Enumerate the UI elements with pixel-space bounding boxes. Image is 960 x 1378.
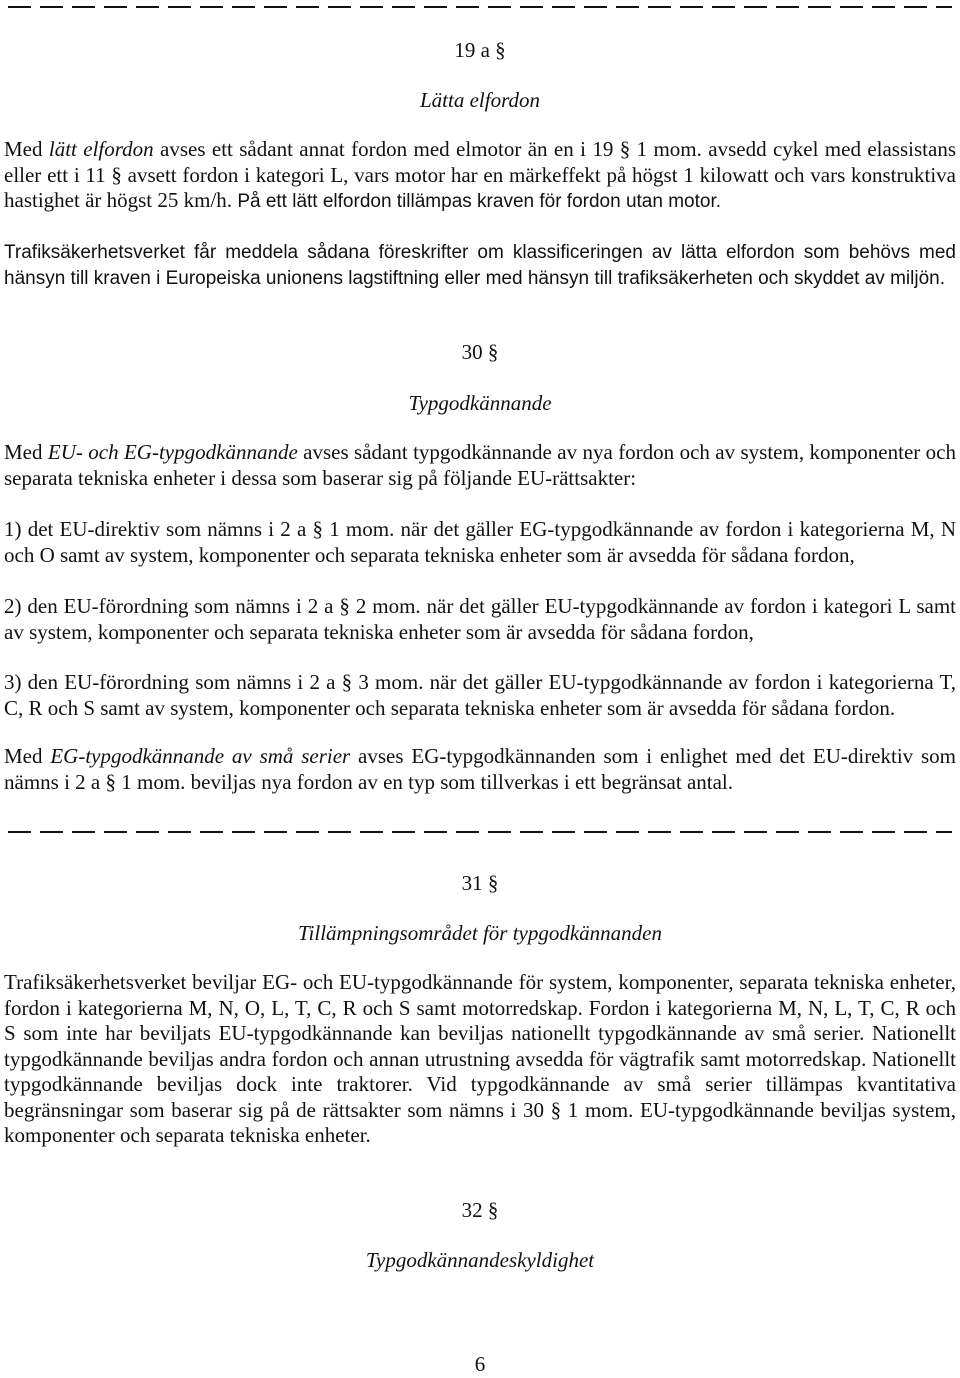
section-number-31: 31 §	[461, 871, 499, 895]
paragraph-19a-1	[4, 137, 956, 215]
text-fragment: avses EG-typgodkännanden som i enlighet med det EU-direktiv som nämns i 2 a § 1 mom. beviljas nya fordon av en typ som tillverkas i ett begränsat antal.	[4, 744, 956, 794]
defined-term: EU- och EG-typgodkännande	[47, 440, 298, 464]
section-title-19a: Lätta elfordon	[420, 88, 540, 112]
section-number-32: 32 §	[461, 1198, 499, 1222]
paragraph-30-2	[4, 744, 956, 795]
paragraph-31-1: Trafiksäkerhetsverket beviljar EG- och EU-typgodkännande för system, komponenter, separata tekniska enheter, fordon i kategorierna M, N, O, L, T, C, R och S samt motorredskap. Fordon i kategorierna M, N, L, T, C, R och S som inte har beviljats EU-typgodkännande kan beviljas nationellt typgodkännande av små serier. Nationellt typgodkännande beviljas andra fordon och annan utrustning avsedda för vägtrafik samt motorredskap. Nationellt typgodkännande beviljas dock inte traktorer. Vid typgodkännande av små serier tillämpas kvantitativa begränsningar som baserar sig på de rättsakter som nämns i 30 § 1 mom. EU-typgodkännande beviljas system, komponenter och separata tekniska enheter.	[4, 970, 956, 1147]
paragraph-30-1	[4, 440, 956, 491]
section-title-32: Typgodkännandeskyldighet	[365, 1248, 595, 1272]
section-number-19a: 19 a §	[454, 38, 506, 62]
sans-text-fragment: På ett lätt elfordon tillämpas kraven för fordon utan motor.	[237, 191, 722, 212]
defined-term: lätt elfordon	[48, 137, 154, 161]
text-fragment: avses sådant typgodkännande av nya fordon och av system, komponenter och separata tekniska enheter i dessa som baserar sig på följande EU-rättsakter:	[4, 440, 956, 490]
separator-middle	[8, 831, 952, 833]
section-number-30: 30 §	[461, 340, 499, 364]
text-fragment: Med	[4, 137, 49, 161]
list-item-30-1: 1) det EU-direktiv som nämns i 2 a § 1 mom. när det gäller EG-typgodkännande av fordon i kategorierna M, N och O samt av system, komponenter och separata tekniska enheter som är avsedda för sådana fordon,	[4, 517, 956, 567]
list-item-30-3: 3) den EU-förordning som nämns i 2 a § 3 mom. när det gäller EU-typgodkännande av fordon i kategorierna T, C, R och S samt av system, komponenter och separata tekniska enheter som är avsedda för sådana fordon.	[4, 670, 956, 720]
paragraph-19a-2: Trafiksäkerhetsverket får meddela sådana föreskrifter om klassificeringen av lätta elfordon som behövs med hänsyn till kraven i Europeiska unionens lagstiftning eller med hänsyn till trafiksäkerheten och skyddet av miljön.	[4, 242, 956, 289]
section-title-30: Typgodkännande	[408, 391, 552, 415]
defined-term: EG-typgodkännande av små serier	[50, 744, 351, 768]
text-fragment: avses ett sådant annat fordon med elmotor än en i 19 § 1 mom. avsedd cykel med elassistans eller ett i 11 § avsett fordon i kategori L, vars motor har en märkeffekt på högst 1 kilowatt och vars konstruktiva hastighet är högst 25 km/h.	[4, 137, 956, 212]
list-item-30-2: 2) den EU-förordning som nämns i 2 a § 2 mom. när det gäller EU-typgodkännande av fordon i kategori L samt av system, komponenter och separata tekniska enheter som är avsedda för sådana fordon,	[4, 594, 956, 644]
text-fragment: Med	[4, 744, 51, 768]
page-number: 6	[474, 1352, 486, 1376]
separator-top	[8, 6, 952, 8]
text-fragment: Med	[4, 440, 48, 464]
section-title-31: Tillämpningsområdet för typgodkännanden	[298, 921, 662, 945]
